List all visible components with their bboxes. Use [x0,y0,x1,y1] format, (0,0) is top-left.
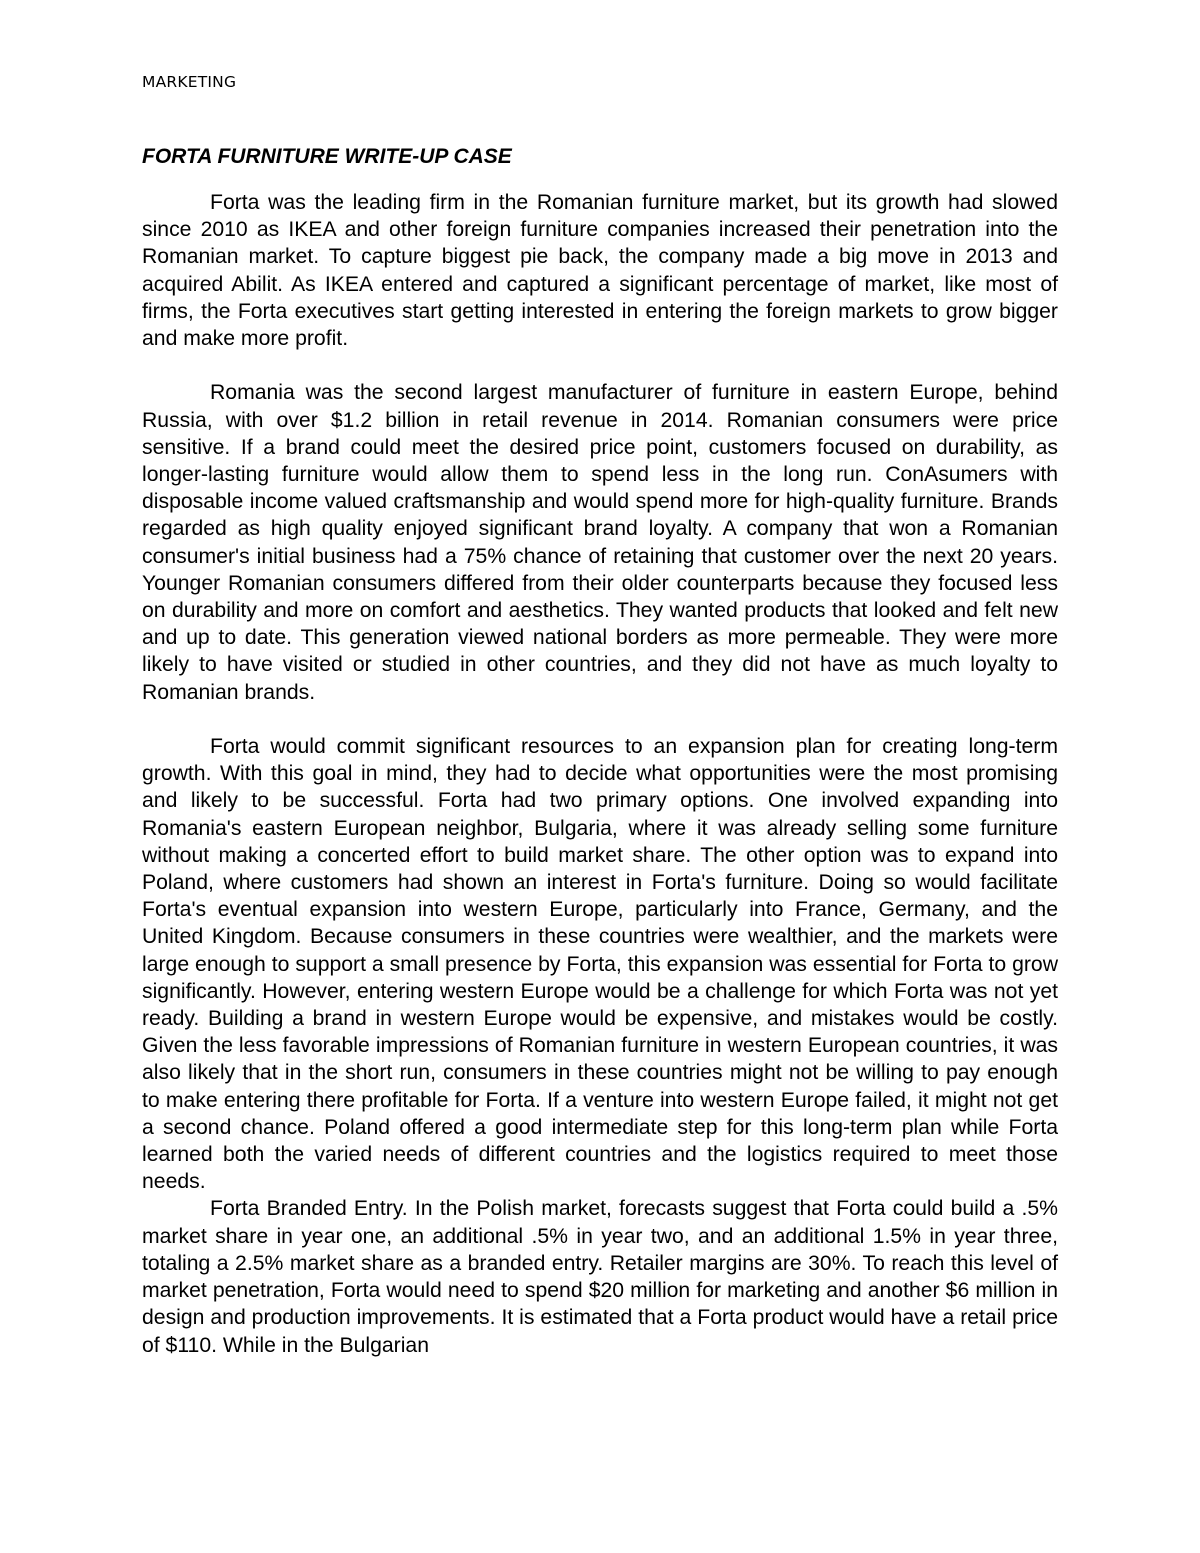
document-title: FORTA FURNITURE WRITE-UP CASE [142,145,512,168]
paragraph-intro: Forta was the leading firm in the Romanian furniture market, but its growth had slowed since 2010 as IKEA and other foreign furniture companies increased their penetration into the Romanian market. To capture biggest pie back, the company made a big move in 2013 and acquired Abilit. As IKEA entered and captured a significant percentage of market, like most of firms, the Forta executives start getting interested in entering the foreign markets to grow bigger and make more profit. [142,191,1058,351]
paragraph-expansion-plan: Forta would commit significant resources to an expansion plan for creating long-term growth. With this goal in mind, they had to decide what opportunities were the most promising and likely to be successful. Forta had two primary options. One involved expanding into Romania's eastern European neighbor, Bulgaria, where it was already selling some furniture without making a concerted effort to build market share. The other option was to expand into Poland, where customers had shown an interest in Forta's furniture. Doing so would facilitate Forta's eventual expansion into western Europe, particularly into France, Germany, and the United Kingdom. Because consumers in these countries were wealthier, and the markets were large enough to support a small presence by Forta, this expansion was essential for Forta to grow significantly. However, entering western Europe would be a challenge for which Forta was not yet ready. Building a brand in western Europe would be expensive, and mistakes would be costly. Given the less favorable impressions of Romanian furniture in western European countries, it was also likely that in the short run, consumers in these countries might not be willing to pay enough to make entering there profitable for Forta. If a venture into western Europe failed, it might not get a second chance. Poland offered a good intermediate step for this long-term plan while Forta learned both the varied needs of different countries and the logistics required to meet those needs. [142,735,1058,1194]
document-body [142,189,1058,1359]
paragraph-branded-entry: Forta Branded Entry. In the Polish market, forecasts suggest that Forta could build a .5% market share in year one, an additional .5% in year two, and an additional 1.5% in year three, totaling a 2.5% market share as a branded entry. Retailer margins are 30%. To reach this level of market penetration, Forta would need to spend $20 million for marketing and another $6 million in design and production improvements. It is estimated that a Forta product would have a retail price of $110. While in the Bulgarian [142,1197,1058,1357]
page-header: MARKETING [142,73,237,91]
paragraph-romania-market: Romania was the second largest manufacturer of furniture in eastern Europe, behind Russia, with over $1.2 billion in retail revenue in 2014. Romanian consumers were price sensitive. If a brand could meet the desired price point, customers focused on durability, as longer-lasting furniture would allow them to spend less in the long run. ConAsumers with disposable income valued craftsmanship and would spend more for high-quality furniture. Brands regarded as high quality enjoyed significant brand loyalty. A company that won a Romanian consumer's initial business had a 75% chance of retaining that customer over the next 20 years. Younger Romanian consumers differed from their older counterparts because they focused less on durability and more on comfort and aesthetics. They wanted products that looked and felt new and up to date. This generation viewed national borders as more permeable. They were more likely to have visited or studied in other countries, and they did not have as much loyalty to Romanian brands. [142,381,1058,704]
